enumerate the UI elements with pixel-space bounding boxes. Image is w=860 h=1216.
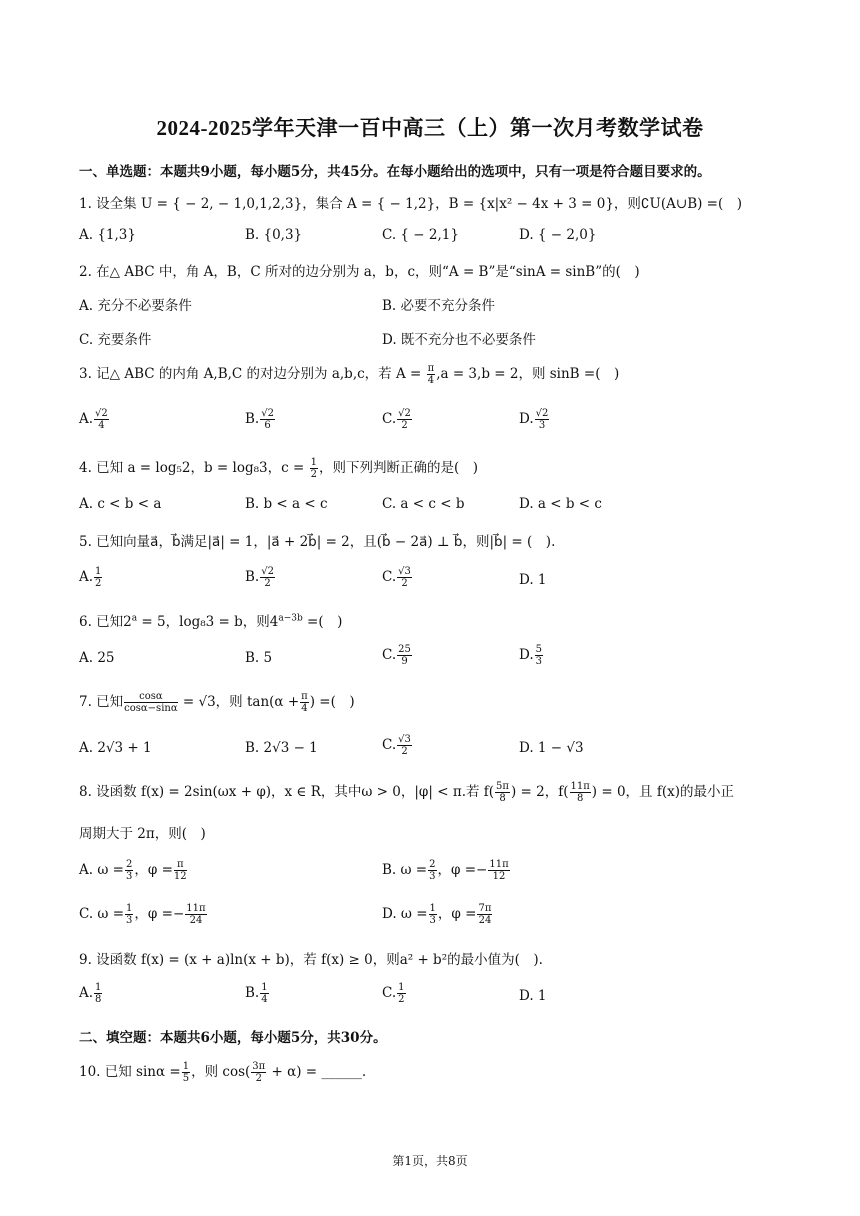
q8-option-a: A. ω = $\frac{2}{3}$ ，φ = $\frac{\pi}{12}$	[79, 859, 187, 882]
q5-option-b: B. $\frac{√2}{2}$	[245, 566, 274, 589]
question-2-stem: 2. 在△ ABC 中，角 A，B，C 所对的边分别为 a，b，c，则“A = B”是“sinA = sinB”的( )	[79, 264, 640, 280]
q1-option-a: A. {1,3}	[79, 227, 136, 243]
section-1-heading: 一、单选题：本题共9小题，每小题5分，共45分。在每小题给出的选项中，只有一项是符合题目要求的。	[79, 164, 711, 180]
section-2-heading: 二、填空题：本题共6小题，每小题5分，共30分。	[79, 1030, 387, 1046]
q2-option-a: A. 充分不必要条件	[79, 298, 192, 314]
q2-option-b: B. 必要不充分条件	[382, 298, 496, 314]
page-title: 2024-2025学年天津一百中高三（上）第一次月考数学试卷	[156, 116, 704, 140]
q6-option-c: C. $\frac{25}{9}$	[382, 644, 411, 667]
q8-option-b: B. ω = $\frac{2}{3}$ ，φ =− $\frac{11\pi}{12}$	[382, 859, 509, 882]
question-6-stem: 6. 已知$2^a = 5$，log₈3 = b，则$4^{a-3b}$ =( )	[79, 613, 343, 630]
q6-option-b: B. 5	[245, 650, 273, 666]
q6-option-d: D. $\frac{5}{3}$	[519, 644, 543, 667]
q3-option-d: D. $\frac{√2}{3}$	[519, 408, 549, 431]
question-8-stem: 8. 设函数 f(x) = 2sin(ωx + φ)，x ∈ R，其中ω > 0，|φ| < π.若 f( $\frac{5\pi}{8}$ ) = 2，f( $\frac{11\pi}{8}$ ) = 0，且 f(x)的最小正	[79, 781, 734, 804]
q2-option-c: C. 充要条件	[79, 332, 152, 348]
question-10-stem: 10. 已知 sinα = $\frac{1}{5}$ ，则 cos( $\frac{3\pi}{2}$ + α) = ______.	[79, 1061, 367, 1084]
q7-option-c: C. $\frac{√3}{2}$	[382, 734, 411, 757]
page-footer: 第1页，共8页	[392, 1154, 468, 1168]
q4-option-a: A. c < b < a	[79, 496, 162, 512]
q4-option-b: B. b < a < c	[245, 496, 328, 512]
question-8-stem-line2: 周期大于 2π，则( )	[79, 826, 206, 842]
q6-option-a: A. 25	[79, 650, 115, 666]
question-5-stem: 5. 已知向量a⃗，b⃗满足|a⃗| = 1，|a⃗ + 2b⃗| = 2，且(b⃗ − 2a⃗) ⊥ b⃗，则|b⃗| = ( ).	[79, 534, 556, 550]
question-9-stem: 9. 设函数 f(x) = (x + a)ln(x + b)，若 f(x) ≥ 0，则a² + b²的最小值为( ).	[79, 952, 543, 968]
q8-option-d: D. ω = $\frac{1}{3}$ ，φ = $\frac{7\pi}{24}$	[382, 903, 492, 926]
question-3-stem: 3. 记△ ABC 的内角 A,B,C 的对边分别为 a,b,c，若 A = $\frac{\pi}{4}$ ,a = 3,b = 2，则 sinB =( )	[79, 363, 620, 386]
q4-option-c: C. a < c < b	[382, 496, 465, 512]
q9-option-d: D. 1	[519, 988, 547, 1004]
q5-option-c: C. $\frac{√3}{2}$	[382, 566, 411, 589]
question-7-stem: 7. 已知 $\frac{\cos\alpha}{\cos\alpha-\sin\alpha}$ = √3，则 tan(α + $\frac{\pi}{4}$ ) =( )	[79, 691, 355, 714]
q1-option-b: B. {0,3}	[245, 227, 303, 243]
q5-option-d: D. 1	[519, 572, 547, 588]
q2-option-d: D. 既不充分也不必要条件	[382, 332, 536, 348]
question-1-stem: 1. 设全集 U = { − 2, − 1,0,1,2,3}，集合 A = { − 1,2}，B = {x|x² − 4x + 3 = 0}，则∁U(A∪B) =( )	[79, 196, 743, 212]
q8-option-c: C. ω = $\frac{1}{3}$ ，φ =− $\frac{11\pi}{24}$	[79, 903, 206, 926]
q9-option-a: A. $\frac{1}{8}$	[79, 982, 102, 1005]
q9-option-b: B. $\frac{1}{4}$	[245, 982, 268, 1005]
q4-option-d: D. a < b < c	[519, 496, 602, 512]
q5-option-a: A. $\frac{1}{2}$	[79, 566, 102, 589]
q7-option-b: B. 2√3 − 1	[245, 740, 318, 756]
question-4-stem: 4. 已知 a = log₅2，b = log₈3，c = $\frac{1}{2}$ ，则下列判断正确的是( )	[79, 457, 478, 480]
q9-option-c: C. $\frac{1}{2}$	[382, 982, 405, 1005]
q3-option-b: B. $\frac{√2}{6}$	[245, 408, 274, 431]
q1-option-c: C. { − 2,1}	[382, 227, 459, 243]
q1-option-d: D. { − 2,0}	[519, 227, 597, 243]
q7-option-a: A. 2√3 + 1	[79, 740, 152, 756]
q7-option-d: D. 1 − √3	[519, 740, 584, 756]
q3-option-c: C. $\frac{√2}{2}$	[382, 408, 411, 431]
q3-option-a: A. $\frac{√2}{4}$	[79, 408, 108, 431]
